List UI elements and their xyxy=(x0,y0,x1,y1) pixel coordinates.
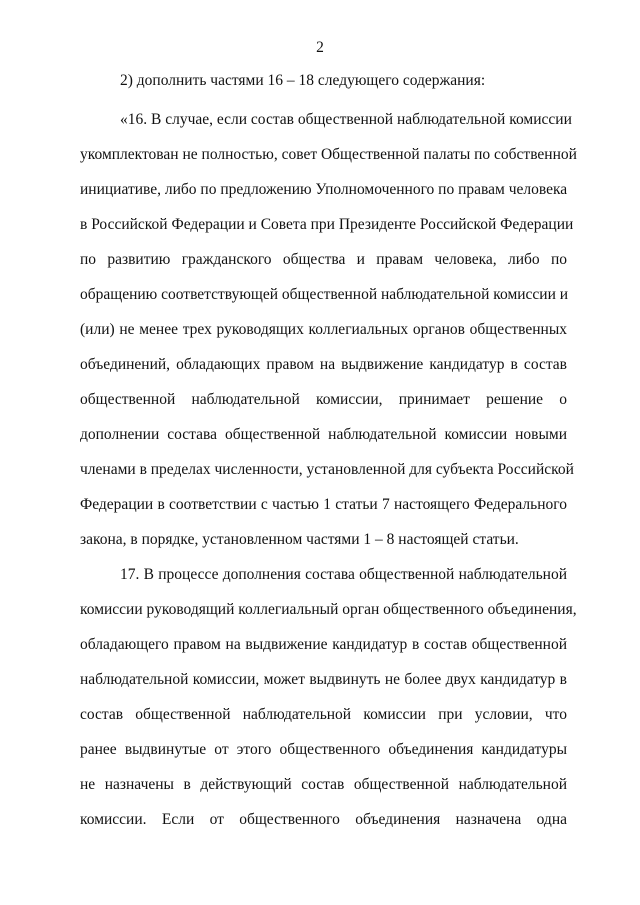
paragraph-line: обращению соответствующей общественной наблюдательной комиссии и xyxy=(80,286,569,303)
paragraph-line: наблюдательной комиссии, может выдвинуть не более двух кандидатур в xyxy=(80,671,567,688)
paragraph-line: ранее выдвинутые от этого общественного объединения кандидатуры xyxy=(80,741,567,758)
paragraph-line: «16. В случае, если состав общественной наблюдательной комиссии xyxy=(120,111,572,128)
paragraph-line: по развитию гражданского общества и правам человека, либо по xyxy=(80,251,567,268)
paragraph-line: укомплектован не полностью, совет Общественной палаты по собственной xyxy=(80,146,577,163)
paragraph-line: в Российской Федерации и Совета при Президенте Российской Федерации xyxy=(80,216,574,233)
paragraph-line: инициативе, либо по предложению Уполномоченного по правам человека xyxy=(80,181,568,198)
paragraph-line: членами в пределах численности, установленной для субъекта Российской xyxy=(80,461,574,478)
paragraph-line: объединений, обладающих правом на выдвижение кандидатур в состав xyxy=(80,356,567,373)
paragraph-line: дополнении состава общественной наблюдательной комиссии новыми xyxy=(80,426,567,443)
paragraph-line: Федерации в соответствии с частью 1 статьи 7 настоящего Федерального xyxy=(80,496,567,513)
page-number: 2 xyxy=(316,39,324,56)
paragraph-line: состав общественной наблюдательной комиссии при условии, что xyxy=(80,706,567,723)
paragraph-line: обладающего правом на выдвижение кандидатур в состав общественной xyxy=(80,636,567,653)
paragraph-line: комиссии руководящий коллегиальный орган общественного объединения, xyxy=(80,601,577,618)
paragraph-line: (или) не менее трех руководящих коллегиальных органов общественных xyxy=(80,321,567,338)
paragraph-line: закона, в порядке, установленном частями 1 – 8 настоящей статьи. xyxy=(80,531,519,548)
paragraph-line: комиссии. Если от общественного объединения назначена одна xyxy=(80,811,567,828)
paragraph-line: не назначены в действующий состав общественной наблюдательной xyxy=(80,776,567,793)
paragraph-line: общественной наблюдательной комиссии, принимает решение о xyxy=(80,391,567,408)
paragraph-line: 2) дополнить частями 16 – 18 следующего содержания: xyxy=(120,72,486,89)
paragraph-line: 17. В процессе дополнения состава общественной наблюдательной xyxy=(120,566,567,583)
